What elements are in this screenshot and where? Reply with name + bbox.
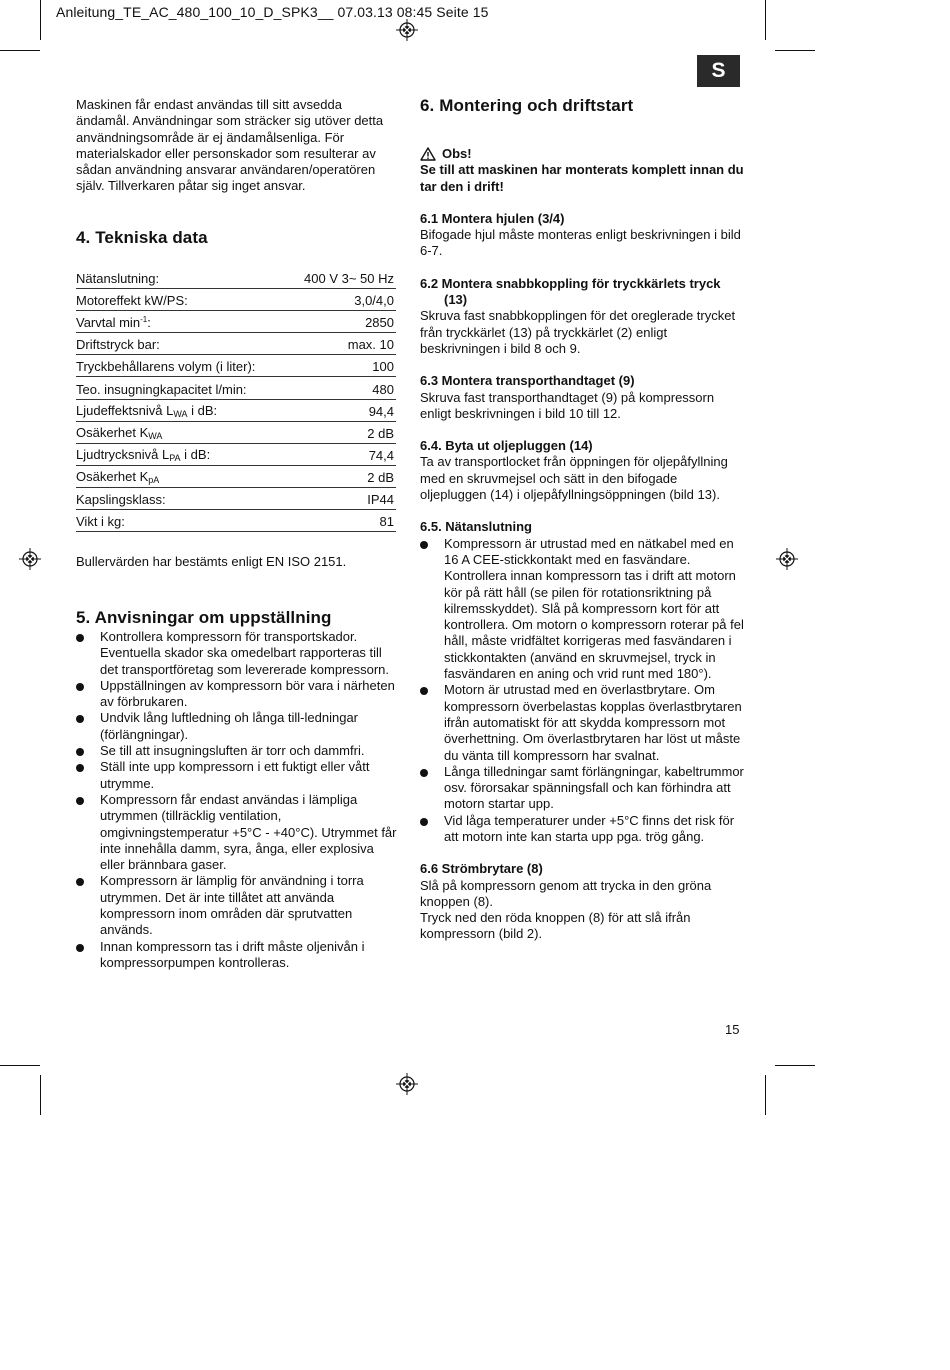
spec-label: Osäkerhet $K_{WA}$ (76, 424, 163, 441)
subsection-text: Ta av transportlocket från öppningen för oljepåfyllning med en skruvmejsel och sätt in den bifogade oljepluggen (14) i oljepåfyllningsöppningen (bild 13). (420, 454, 728, 503)
list-item: Ställ inte upp kompressorn i ett fuktigt eller vått utrymme. (76, 759, 400, 792)
spec-value: 400 V 3~ 50 Hz (304, 271, 394, 287)
spec-value: 100 (372, 359, 394, 375)
spec-label: Motoreffekt kW/PS: (76, 293, 188, 309)
list-item: Kompressorn är utrustad med en nätkabel med en 16 A CEE-stickkontakt med en fasvändare. Kontrollera innan kompressorn tas i drift att motorn kör på rätt håll (se pilen för rotationsriktning på kilremsskyddet). Slå på kompressorn kort för att kontrollera. Om motorn o kompressorn roterar på fel håll, måste vridfältet korrigeras med fasvändaren i stickkontakten (använd en skruvmejsel, tryck in fasvändaren en aning och vrid runt med 180°). (420, 536, 745, 683)
warning-triangle-icon (420, 147, 436, 161)
spec-label: Nätanslutning: (76, 271, 160, 287)
list-item: Se till att insugningsluften är torr och dammfri. (76, 743, 400, 759)
spec-label: Driftstryck bar: (76, 337, 160, 353)
spec-label: Teo. insugningkapacitet l/min: (76, 381, 247, 397)
crop-mark-bottom-left-h (0, 1065, 40, 1066)
setup-instructions-list (76, 629, 400, 971)
spec-label: Vikt i kg: (76, 514, 125, 530)
spec-value: 74,4 (368, 447, 394, 463)
subsection-title: 6.5. Nätanslutning (420, 519, 532, 535)
spec-label: Tryckbehållarens volym (i liter): (76, 359, 256, 375)
list-item: Innan kompressorn tas i drift måste oljenivån i kompressorpumpen kontrolleras. (76, 939, 400, 972)
registration-mark-right-icon (776, 548, 798, 570)
subsection-6-4 (420, 438, 745, 503)
subsection-text: Slå på kompressorn genom att trycka in den gröna knoppen (8). (420, 877, 712, 909)
crop-mark-bottom-right-v (765, 1075, 766, 1115)
spec-row (76, 311, 396, 333)
warning-text: Se till att maskinen har monterats komplett innan du tar den i drift! (420, 162, 744, 194)
list-item: Vid låga temperaturer under +5°C finns det risk för att motorn inte kan starta upp pga. trög gång. (420, 813, 745, 846)
spec-value: 480 (372, 381, 394, 397)
spec-label: Ljudtrycksnivå $L_{PA}$ i dB: (76, 446, 211, 463)
subsection-title: 6.1 Montera hjulen (3/4) (420, 210, 565, 226)
list-item: Kompressorn får endast användas i lämpliga utrymmen (tillräcklig ventilation, omgivningstemperatur +5°C - +40°C). Utrymmet får inte innehålla damm, syra, ånga, eller explosiva eller brännbara gaser. (76, 792, 400, 873)
subsection-title: 6.3 Montera transporthandtaget (9) (420, 373, 635, 389)
crop-mark-top-left-h (0, 50, 40, 51)
spec-row (76, 400, 396, 422)
list-item: Motorn är utrustad med en överlastbrytare. Om kompressorn överbelastas kopplas överlastbrytaren ifrån automatiskt för att skydda kompressorn mot överhettning. Om överlastbrytaren har löst ut måste du vänta till kompressorn har svalnat. (420, 682, 745, 763)
crop-mark-top-right-v (765, 0, 766, 40)
registration-mark-left-icon (19, 548, 41, 570)
spec-value: 2 dB (367, 425, 394, 441)
spec-label: Kapslingsklass: (76, 492, 166, 508)
spec-row (76, 355, 396, 377)
spec-row (76, 377, 396, 399)
subsection-6-1 (420, 211, 745, 260)
spec-value: max. 10 (347, 337, 394, 353)
spec-value: 2 dB (367, 469, 394, 485)
subsection-title: 6.6 Strömbrytare (8) (420, 861, 543, 877)
spec-row (76, 466, 396, 488)
subsection-title: 6.2 Montera snabbkoppling för tryckkärlets tryck (13) (420, 275, 721, 308)
subsection-title: 6.4. Byta ut oljepluggen (14) (420, 438, 593, 454)
crop-mark-bottom-right-h (775, 1065, 815, 1066)
spec-row (76, 333, 396, 355)
power-connection-list (420, 536, 745, 846)
print-header: Anleitung_TE_AC_480_100_10_D_SPK3__ 07.03.13 08:45 Seite 15 (56, 4, 489, 20)
subsection-6-5 (420, 519, 745, 845)
spec-value: 2850 (365, 315, 394, 331)
crop-mark-top-left-v (40, 0, 41, 40)
subsection-text: Skruva fast snabbkopplingen för det oreglerade trycket från tryckkärlet (13) på tryckkärlet (2) enligt beskrivningen i bild 8 och 9. (420, 308, 736, 356)
spec-label: Osäkerhet $K_{pA}$ (76, 468, 160, 485)
subsection-text: Skruva fast transporthandtaget (9) på kompressorn enligt beskrivningen i bild 10 till 12. (420, 389, 715, 421)
spec-row (76, 289, 396, 311)
section-4-title: 4. Tekniska data (76, 228, 208, 247)
noise-note: Bullervärden har bestämts enligt EN ISO 2151. (76, 554, 347, 569)
spec-value: 81 (379, 514, 394, 530)
list-item: Kontrollera kompressorn för transportskador. Eventuella skador ska omedelbart rapporteras till det transportföretag som levererade kompressorn. (76, 629, 400, 678)
registration-mark-top-icon (396, 19, 418, 41)
page-number: 15 (725, 1022, 740, 1037)
list-item: Långa tilledningar samt förlängningar, kabeltrummor osv. förorsakar spänningsfall och kan förhindra att motorn startar upp. (420, 764, 745, 813)
right-column (420, 96, 745, 943)
language-tab: S (697, 55, 740, 87)
subsection-text: Tryck ned den röda knoppen (8) för att slå ifrån kompressorn (bild 2). (420, 910, 691, 942)
section-6-title: 6. Montering och driftstart (420, 96, 634, 115)
spec-row (76, 267, 396, 289)
intro-paragraph: Maskinen får endast användas till sitt avsedda ändamål. Användningar som sträcker sig utöver detta användningsområde är ej ändamålsenliga. För materialskador eller personskador som resulterar av sådan användning ansvarar användaren/operatören själv. Tillverkaren påtar sig inget ansvar. (76, 97, 384, 194)
registration-mark-bottom-icon (396, 1073, 418, 1095)
spec-value: 3,0/4,0 (354, 293, 394, 309)
list-item: Uppställningen av kompressorn bör vara i närheten av förbrukaren. (76, 678, 400, 711)
crop-mark-bottom-left-v (40, 1075, 41, 1115)
list-item: Kompressorn är lämplig för användning i torra utrymmen. Det är inte tillåtet att använda kompressorn inom områden där sprutvatten används. (76, 873, 400, 938)
spec-value: IP44 (367, 492, 394, 508)
spec-row (76, 510, 396, 532)
subsection-6-2 (420, 276, 745, 357)
warning-title: Obs! (442, 146, 472, 161)
spec-row (76, 488, 396, 510)
subsection-6-3 (420, 373, 745, 422)
crop-mark-top-right-h (775, 50, 815, 51)
spec-label: Ljudeffektsnivå $L_{WA}$ i dB: (76, 402, 218, 419)
warning-box (420, 146, 745, 195)
list-item: Undvik lång luftledning oh långa till-ledningar (förlängningar). (76, 710, 400, 743)
spec-row (76, 444, 396, 466)
spec-table (76, 267, 396, 532)
spec-row (76, 422, 396, 444)
spec-value: 94,4 (368, 403, 394, 419)
subsection-text: Bifogade hjul måste monteras enligt beskrivningen i bild 6-7. (420, 227, 741, 259)
spec-label: Varvtal $\min^{-1}$: (76, 315, 151, 331)
section-5-title: 5. Anvisningar om uppställning (76, 608, 332, 627)
subsection-6-6 (420, 861, 745, 942)
